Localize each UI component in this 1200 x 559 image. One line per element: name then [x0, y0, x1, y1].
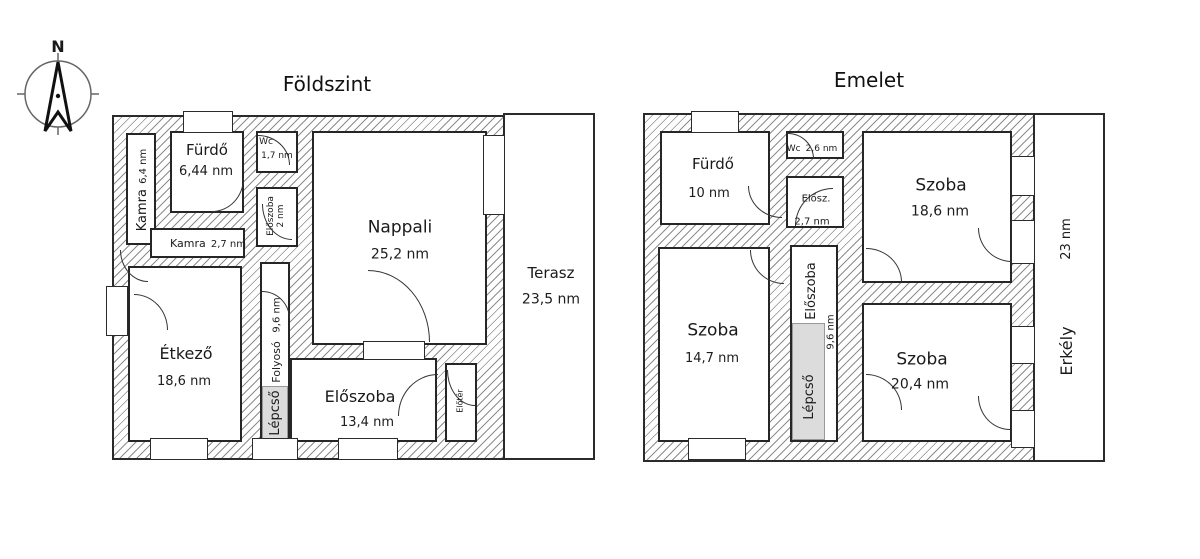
window — [183, 111, 233, 133]
room-label-szoba-18: Szoba — [915, 175, 967, 196]
room-area-eloszoba-ground: 13,4 nm — [340, 414, 394, 430]
window — [1011, 326, 1035, 364]
room-label-kamra-small: Kamra 2,7 nm — [169, 237, 247, 251]
room-label-wc-ground: Wc — [259, 137, 273, 148]
room-area-szoba-14: 14,7 nm — [685, 350, 739, 366]
room-label-folyoso: Folyosó — [269, 341, 283, 383]
room-label-eloszoba-upper: Előszoba — [803, 262, 819, 320]
room-area-nappali: 25,2 nm — [370, 246, 430, 263]
room-area-erkely: 23 nm — [1058, 218, 1074, 260]
window — [338, 438, 398, 460]
window — [252, 438, 298, 460]
room-label-terasz: Terasz — [527, 263, 575, 282]
room-furdo-upper — [660, 131, 770, 225]
room-label-erkely: Erkély — [1057, 326, 1077, 376]
room-area-wc-ground: 1,7 nm — [261, 151, 293, 162]
floor-title-ground: Földszint — [282, 72, 372, 96]
room-label-nappali: Nappali — [367, 217, 433, 238]
room-area-folyoso: 9,6 nm — [271, 297, 283, 333]
room-label-eloszoba-ground: Előszoba — [324, 387, 396, 407]
room-szoba-14 — [658, 247, 770, 442]
room-label-szoba-14: Szoba — [687, 320, 739, 341]
window — [106, 286, 128, 336]
room-area-etkezo: 18,6 nm — [157, 373, 211, 389]
room-area-terasz: 23,5 nm — [521, 291, 581, 308]
window — [1011, 410, 1035, 448]
room-area-szoba-18: 18,6 nm — [910, 203, 970, 220]
door-opening — [363, 341, 425, 360]
window — [1011, 156, 1035, 196]
room-label-szoba-20: Szoba — [896, 349, 948, 370]
room-area-furdo-upper: 10 nm — [688, 185, 730, 201]
room-label-lepcso-upper: Lépcső — [801, 374, 817, 420]
room-label-lepcso-ground: Lépcső — [267, 390, 283, 436]
room-label-etkezo: Étkező — [159, 344, 213, 364]
room-area-eloszoba-upper: 9,6 nm — [825, 314, 837, 350]
room-area-szoba-20: 20,4 nm — [890, 376, 950, 393]
room-label-furdo-ground: Fürdő — [186, 140, 228, 159]
room-label-kamra-tall: Kamra 6,4 nm — [134, 148, 150, 232]
room-label-furdo-upper: Fürdő — [692, 154, 734, 173]
window — [688, 438, 746, 460]
floor-title-upper: Emelet — [833, 68, 905, 92]
window — [483, 135, 505, 215]
room-area-elosz-upper: 2,7 nm — [794, 216, 830, 228]
window — [1011, 220, 1035, 264]
room-label-elosz-upper: Elősz. — [801, 193, 831, 205]
window — [691, 111, 739, 133]
room-label-eloszoba-small: Előszoba 2 nm — [266, 196, 286, 236]
compass-north-label: N — [51, 37, 65, 57]
room-erkely — [1033, 113, 1105, 462]
room-label-wc-upper: Wc 2,6 nm — [786, 144, 838, 155]
window — [150, 438, 208, 460]
room-terasz — [503, 113, 595, 460]
room-area-furdo-ground: 6,44 nm — [179, 163, 233, 179]
room-label-eloter: Előtér — [455, 389, 465, 413]
